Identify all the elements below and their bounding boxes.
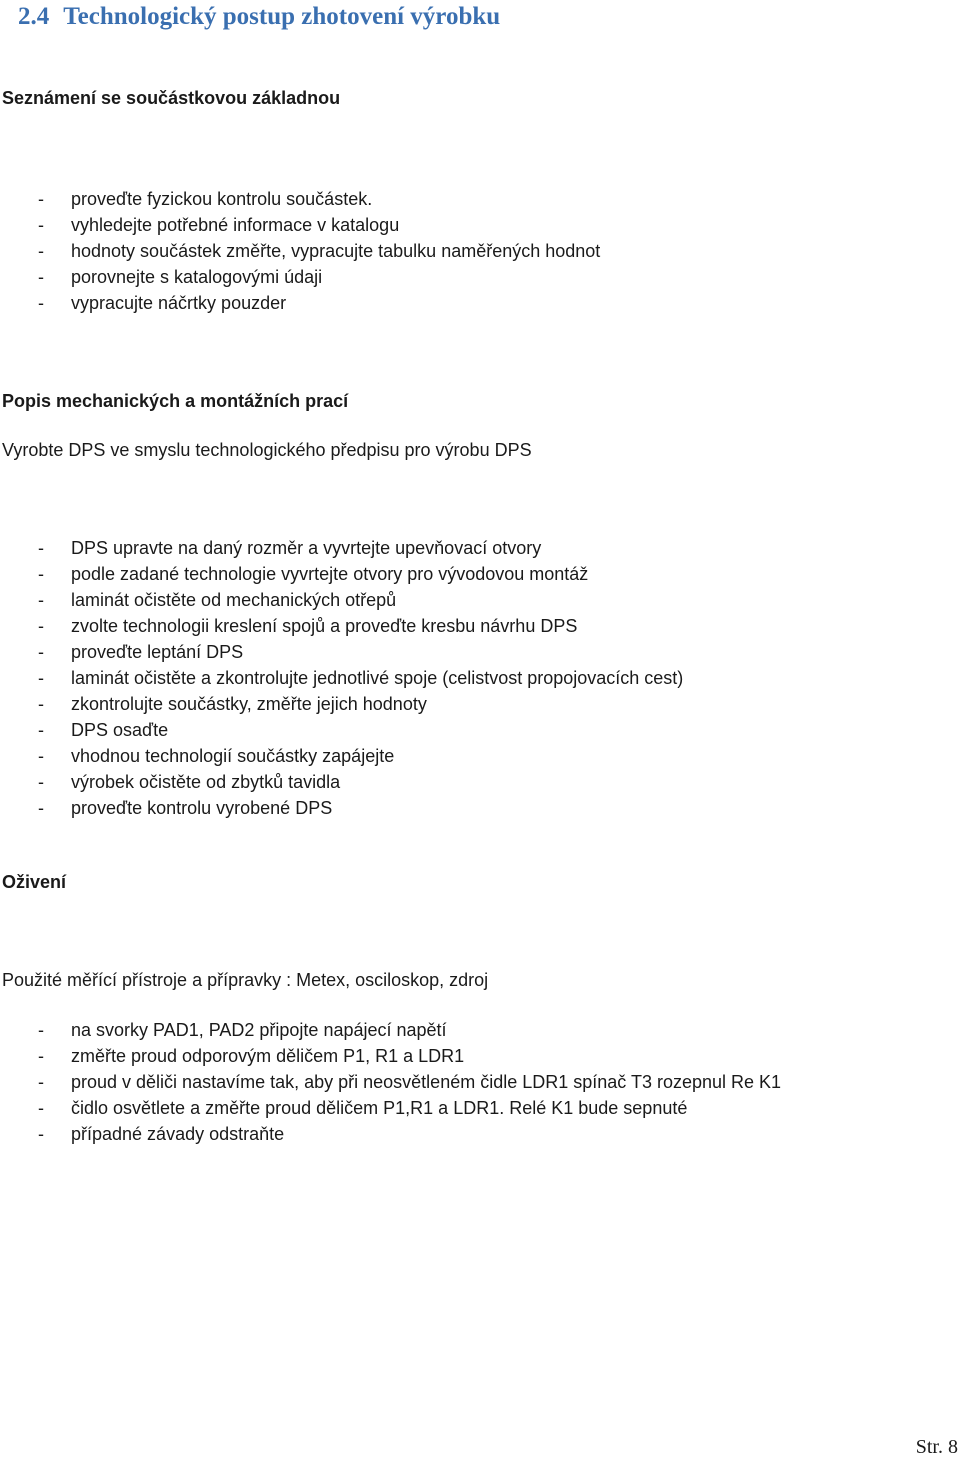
mechanical-steps-list	[38, 535, 683, 821]
activation-intro: Použité měřící přístroje a přípravky : Metex, osciloskop, zdroj	[2, 970, 489, 990]
list-item: - podle zadané technologie vyvrtejte otvory pro vývodovou montáž	[38, 564, 589, 584]
list-item: - proveďte kontrolu vyrobené DPS	[38, 798, 333, 818]
list-item: - vypracujte náčrtky pouzder	[38, 293, 287, 313]
list-item: - zkontrolujte součástky, změřte jejich hodnoty	[38, 694, 427, 714]
list-item: - hodnoty součástek změřte, vypracujte tabulku naměřených hodnot	[38, 241, 601, 261]
list-item: - proveďte leptání DPS	[38, 642, 244, 662]
list-item: - na svorky PAD1, PAD2 připojte napájecí napětí	[38, 1020, 447, 1040]
activation-steps-list	[38, 1017, 781, 1147]
list-item: - zvolte technologii kreslení spojů a proveďte kresbu návrhu DPS	[38, 616, 578, 636]
list-item: - DPS upravte na daný rozměr a vyvrtejte upevňovací otvory	[38, 538, 542, 558]
list-item: - výrobek očistěte od zbytků tavidla	[38, 772, 341, 792]
page-number: Str. 8	[915, 1436, 958, 1458]
subsection-title-mechanical: Popis mechanických a montážních prací	[2, 391, 349, 411]
list-item: - případné závady odstraňte	[38, 1124, 285, 1144]
list-item: - proud v děliči nastavíme tak, aby při neosvětleném čidle LDR1 spínač T3 rozepnul Re K1	[38, 1072, 782, 1092]
list-item: - proveďte fyzickou kontrolu součástek.	[38, 189, 373, 209]
section-number: 2.4	[18, 3, 50, 30]
mechanical-intro: Vyrobte DPS ve smyslu technologického předpisu pro výrobu DPS	[2, 440, 532, 460]
list-item: - vhodnou technologií součástky zapájejte	[38, 746, 395, 766]
subsection-title-activation: Oživení	[2, 872, 67, 892]
list-item: - laminát očistěte a zkontrolujte jednotlivé spoje (celistvost propojovacích cest)	[38, 668, 684, 688]
list-item: - laminát očistěte od mechanických otřepů	[38, 590, 397, 610]
list-item: - DPS osaďte	[38, 720, 169, 740]
list-item: - vyhledejte potřebné informace v katalogu	[38, 215, 400, 235]
list-item: - změřte proud odporovým děličem P1, R1 a LDR1	[38, 1046, 465, 1066]
section-heading	[18, 0, 500, 34]
section-title: Technologický postup zhotovení výrobku	[63, 3, 501, 30]
list-item: - porovnejte s katalogovými údaji	[38, 267, 323, 287]
subsection-title-components: Seznámení se součástkovou základnou	[2, 88, 341, 108]
components-checklist	[38, 186, 600, 316]
list-item: - čidlo osvětlete a změřte proud děličem P1,R1 a LDR1. Relé K1 bude sepnuté	[38, 1098, 688, 1118]
